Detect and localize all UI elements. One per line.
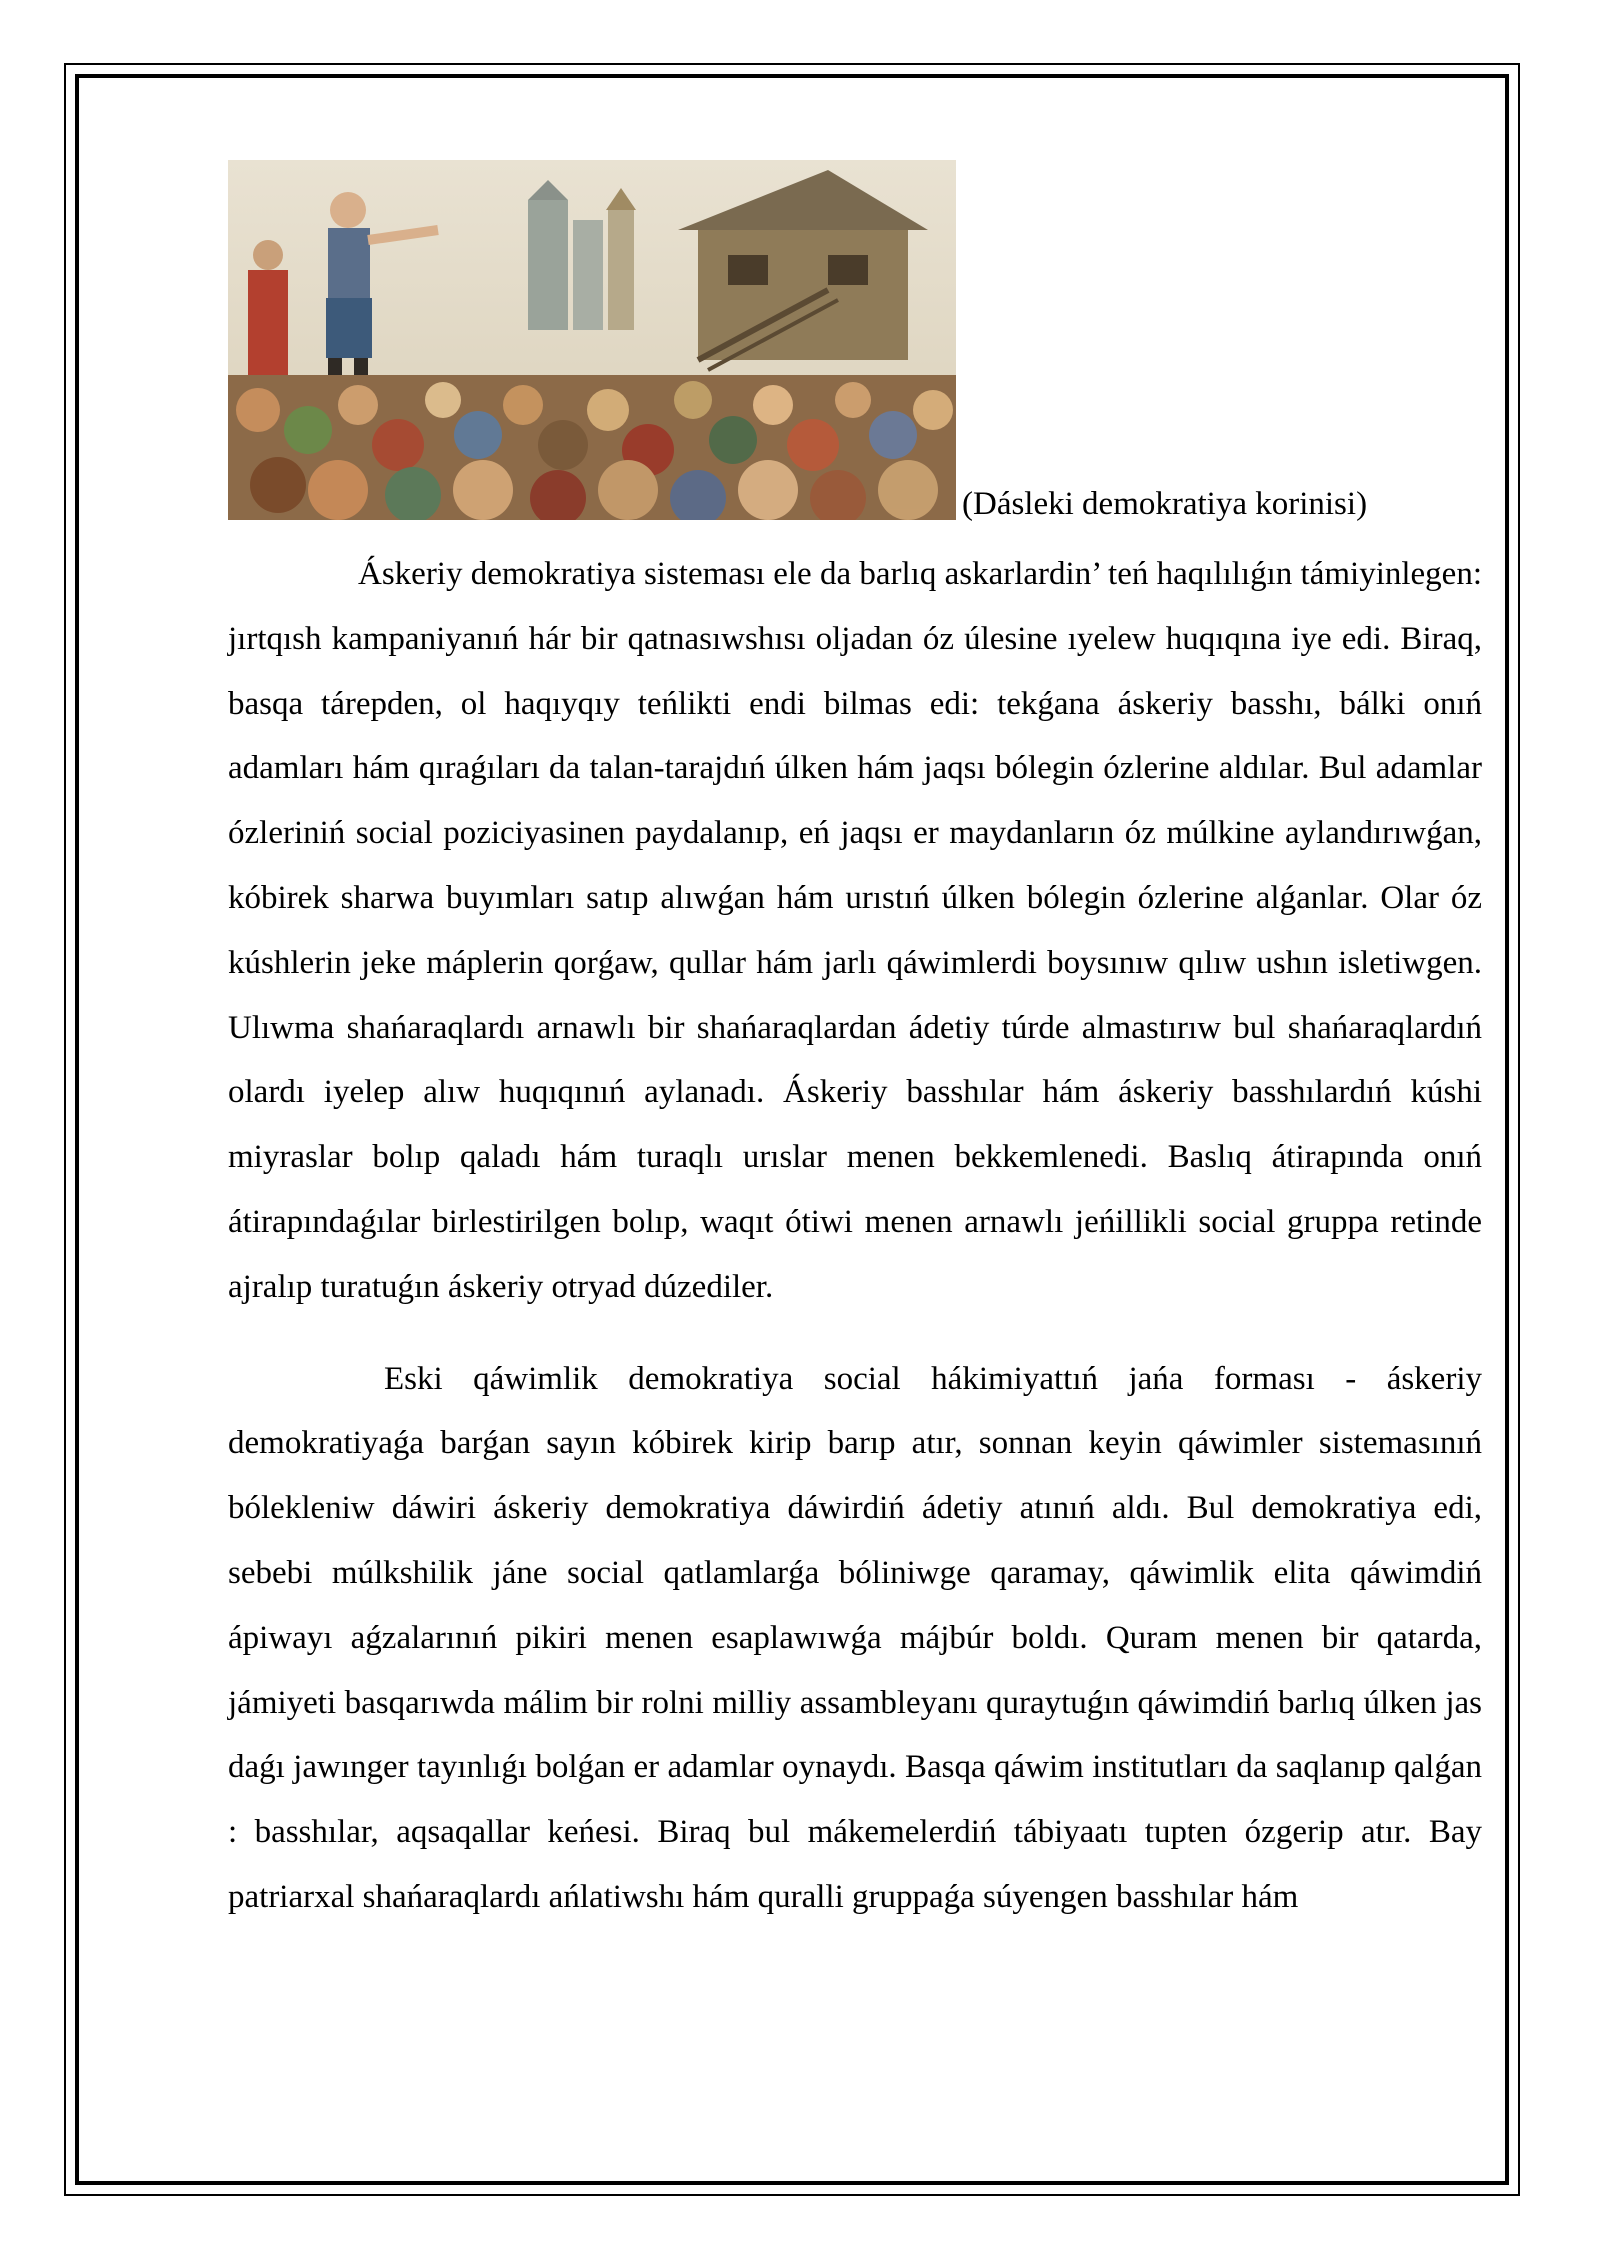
page-content bbox=[228, 160, 1482, 1930]
figure bbox=[228, 160, 1482, 520]
crowd-illustration bbox=[228, 160, 956, 520]
figure-caption: (Dásleki demokratiya korinisi) bbox=[962, 486, 1368, 522]
paragraph: Eski qáwimlik demokratiya social hákimiyattıń jańa forması - áskeriy demokratiyaǵa barǵan sayın kóbirek kirip barıp atır, sonnan keyin qáwimler sistemasınıń bólekleniw dáwiri áskeriy demokratiya dáwirdiń ádetiy atınıń aldı. Bul demokratiya edi, sebebi múlkshilik jáne social qatlamlarǵa bóliniwge qaramay, qáwimlik elita qáwimdiń ápiwayı aǵzalarınıń pikiri menen esaplawıwǵa májbúr boldı. Quram menen bir qatarda, jámiyeti basqarıwda málim bir rolni milliy assambleyanı quraytuǵın qáwimdiń barlıq úlken jas daǵı jawınger tayınlıǵı bolǵan er adamlar oynaydı. Basqa qáwim institutları da saqlanıp qalǵan : basshılar, aqsaqallar keńesi. Biraq bul mákemelerdiń tábiyaatı tupten ózgerip atır. Bay patriarxal shańaraqlardı ańlatiwshı hám quralli gruppaǵa súyengen basshılar hám bbox=[228, 1360, 1482, 1915]
paragraph: Áskeriy demokratiya sisteması ele da barlıq askarlardin’ teń haqılılıǵın támiyinlegen: jırtqısh kampaniyanıń hár bir qatnasıwshısı oljadan óz úlesine ıyelew huqıqına iye edi. Biraq, basqa tárepden, ol haqıyqıy teńlikti endi bilmas edi: tekǵana áskeriy basshı, bálki onıń adamları hám qıraǵıları da talan-tarajdıń úlken hám jaqsı bólegin ózlerine aldılar. Bul adamlar ózleriniń social poziciyasinen paydalanıp, eń jaqsı er maydanların óz múlkine aylandırıwǵan, kóbirek sharwa buyımları satıp alıwǵan hám urıstıń úlken bólegin ózlerine alǵanlar. Olar óz kúshlerin jeke máplerin qorǵaw, qullar hám jarlı qáwimlerdi boysınıw qılıw ushın isletiwgen. Ulıwma shańaraqlardı arnawlı bir shańaraqlardan ádetiy túrde almastırıw bul shańaraqlardıń olardı iyelep alıw huqıqınıń aylanadı. Áskeriy basshılar hám áskeriy basshılardıń kúshi miyraslar bolıp qaladı hám turaqlı urıslar menen bekkemlenedi. Baslıq átirapında onıń átirapındaǵılar birlestirilgen bolıp, waqıt ótiwi menen arnawlı jeńillikli social gruppa retinde ajralıp turatuǵın áskeriy otryad dúzediler. bbox=[228, 556, 1482, 1305]
